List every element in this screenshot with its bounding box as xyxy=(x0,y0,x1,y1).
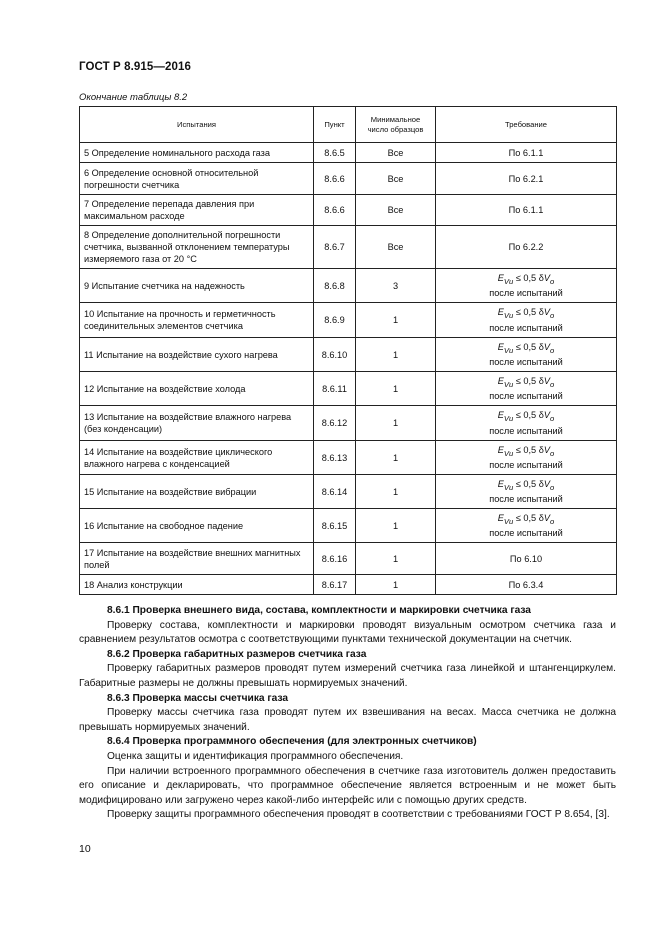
formula-relation: ≤ 0,5 δ xyxy=(513,410,544,421)
cell-requirement: По 6.3.4 xyxy=(436,575,617,595)
cell-requirement xyxy=(436,406,617,441)
cell-requirement xyxy=(436,303,617,338)
formula-v-sub: о xyxy=(549,310,555,320)
formula-v-sub: о xyxy=(549,379,555,389)
cell-min-samples: 1 xyxy=(356,406,436,441)
cell-requirement xyxy=(436,372,617,406)
cell-test: 13 Испытание на воздействие влажного нагрева (без конденсации) xyxy=(80,406,314,441)
requirement-formula xyxy=(440,375,612,391)
cell-clause: 8.6.10 xyxy=(314,338,356,372)
cell-min-samples: 1 xyxy=(356,475,436,509)
section-heading: 8.6.1 Проверка внешнего вида, состава, комплектности и маркировки счетчика газа xyxy=(107,605,531,616)
formula-v-sub: о xyxy=(549,413,555,423)
cell-clause: 8.6.9 xyxy=(314,303,356,338)
formula-e: E xyxy=(497,375,504,386)
requirement-after-tests: после испытаний xyxy=(489,494,563,505)
formula-v: V xyxy=(543,478,550,489)
paragraph: Проверку габаритных размеров проводят путем измерений счетчика газа линейкой и штангенциркулем. Габаритные размеры не должны превышать нормируемых значений. xyxy=(79,663,616,689)
formula-e: E xyxy=(497,478,504,489)
cell-requirement: По 6.2.1 xyxy=(436,163,617,195)
column-header-tests: Испытания xyxy=(80,107,314,143)
paragraph: При наличии встроенного программного обеспечения в счетчике газа изготовитель должен предоставить его описание и декларировать, что программное обеспечение является встроенным и не может быть модифицировано или загружено через какой-либо интерфейс или с помощью других средств. xyxy=(79,765,616,806)
table-row xyxy=(80,475,617,509)
formula-e-sub: Vи xyxy=(503,482,514,492)
requirement-after-tests: после испытаний xyxy=(489,357,563,368)
cell-test: 9 Испытание счетчика на надежность xyxy=(80,269,314,303)
cell-clause: 8.6.6 xyxy=(314,195,356,226)
cell-test: 7 Определение перепада давления при максимальном расходе xyxy=(80,195,314,226)
cell-min-samples: Все xyxy=(356,163,436,195)
table-row xyxy=(80,269,617,303)
cell-test: 12 Испытание на воздействие холода xyxy=(80,372,314,406)
cell-test: 8 Определение дополнительной погрешности счетчика, вызванной отклонением температуры измеряемого газа от 20 °С xyxy=(80,226,314,269)
cell-min-samples: Все xyxy=(356,226,436,269)
paragraph: Оценка защиты и идентификация программного обеспечения. xyxy=(107,750,404,762)
formula-relation: ≤ 0,5 δ xyxy=(513,478,544,489)
cell-requirement xyxy=(436,509,617,543)
cell-clause: 8.6.13 xyxy=(314,441,356,475)
requirement-formula xyxy=(440,444,612,460)
formula-e: E xyxy=(497,512,504,523)
table-row xyxy=(80,143,617,163)
cell-requirement xyxy=(436,269,617,303)
cell-min-samples: 1 xyxy=(356,303,436,338)
formula-v: V xyxy=(543,410,550,421)
cell-test: 18 Анализ конструкции xyxy=(80,575,314,595)
requirement-formula xyxy=(440,341,612,357)
cell-requirement xyxy=(436,338,617,372)
formula-v: V xyxy=(543,512,550,523)
table-header-row xyxy=(80,107,617,143)
paragraph: Проверку массы счетчика газа проводят путем их взвешивания на весах. Масса счетчика не должна превышать нормируемых значений. xyxy=(79,707,616,733)
formula-relation: ≤ 0,5 δ xyxy=(513,341,544,352)
requirement-after-tests: после испытаний xyxy=(489,425,563,436)
body-text xyxy=(79,604,616,823)
tests-table xyxy=(79,106,617,595)
formula-e-sub: Vи xyxy=(503,276,514,286)
formula-v: V xyxy=(543,375,550,386)
cell-min-samples: 1 xyxy=(356,509,436,543)
cell-test: 15 Испытание на воздействие вибрации xyxy=(80,475,314,509)
cell-clause: 8.6.16 xyxy=(314,543,356,575)
column-header-requirement: Требование xyxy=(436,107,617,143)
cell-test: 16 Испытание на свободное падение xyxy=(80,509,314,543)
requirement-after-tests: после испытаний xyxy=(489,288,563,299)
formula-e: E xyxy=(497,307,504,318)
requirement-after-tests: после испытаний xyxy=(489,391,563,402)
formula-e: E xyxy=(497,341,504,352)
cell-clause: 8.6.8 xyxy=(314,269,356,303)
formula-e-sub: Vи xyxy=(503,516,514,526)
requirement-formula xyxy=(440,306,612,322)
cell-test: 14 Испытание на воздействие циклического влажного нагрева с конденсацией xyxy=(80,441,314,475)
cell-requirement xyxy=(436,475,617,509)
cell-min-samples: 1 xyxy=(356,338,436,372)
column-header-min-samples: Минимальное число образцов xyxy=(356,107,436,143)
cell-clause: 8.6.12 xyxy=(314,406,356,441)
formula-relation: ≤ 0,5 δ xyxy=(513,272,544,283)
formula-v: V xyxy=(543,307,550,318)
formula-v: V xyxy=(543,341,550,352)
formula-e: E xyxy=(497,272,504,283)
formula-e-sub: Vи xyxy=(503,448,514,458)
formula-v-sub: о xyxy=(549,516,555,526)
cell-min-samples: Все xyxy=(356,143,436,163)
paragraph: Проверку состава, комплектности и маркировки проводят визуальным осмотром счетчика газа и сравнением результатов осмотра с соответствующими пунктами технической документации на счетчик. xyxy=(79,619,616,646)
cell-test: 10 Испытание на прочность и герметичность соединительных элементов счетчика xyxy=(80,303,314,338)
formula-relation: ≤ 0,5 δ xyxy=(513,307,544,318)
requirement-after-tests: после испытаний xyxy=(489,460,563,471)
page-number: 10 xyxy=(79,843,91,855)
cell-min-samples: 1 xyxy=(356,372,436,406)
requirement-after-tests: после испытаний xyxy=(489,528,563,539)
table-row xyxy=(80,575,617,595)
section-heading: 8.6.4 Проверка программного обеспечения (для электронных счетчиков) xyxy=(107,736,477,748)
cell-requirement: По 6.2.2 xyxy=(436,226,617,269)
formula-e-sub: Vи xyxy=(503,413,514,423)
requirement-formula xyxy=(440,512,612,528)
table-caption: Окончание таблицы 8.2 xyxy=(79,92,188,103)
table-row xyxy=(80,372,617,406)
table-row xyxy=(80,303,617,338)
cell-min-samples: 1 xyxy=(356,543,436,575)
cell-min-samples: Все xyxy=(356,195,436,226)
table-row xyxy=(80,509,617,543)
requirement-formula xyxy=(440,409,612,425)
cell-test: 17 Испытание на воздействие внешних магнитных полей xyxy=(80,543,314,575)
formula-e-sub: Vи xyxy=(503,345,514,355)
cell-clause: 8.6.15 xyxy=(314,509,356,543)
cell-clause: 8.6.5 xyxy=(314,143,356,163)
formula-v-sub: о xyxy=(549,276,555,286)
table-row xyxy=(80,226,617,269)
section-heading: 8.6.2 Проверка габаритных размеров счетчика газа xyxy=(107,648,367,660)
cell-min-samples: 3 xyxy=(356,269,436,303)
cell-min-samples: 1 xyxy=(356,575,436,595)
cell-test: 11 Испытание на воздействие сухого нагрева xyxy=(80,338,314,372)
formula-relation: ≤ 0,5 δ xyxy=(513,512,544,523)
cell-min-samples: 1 xyxy=(356,441,436,475)
cell-clause: 8.6.6 xyxy=(314,163,356,195)
cell-requirement xyxy=(436,441,617,475)
formula-v-sub: о xyxy=(549,345,555,355)
formula-e-sub: Vи xyxy=(503,310,514,320)
cell-clause: 8.6.17 xyxy=(314,575,356,595)
cell-clause: 8.6.14 xyxy=(314,475,356,509)
formula-relation: ≤ 0,5 δ xyxy=(513,444,544,455)
table-row xyxy=(80,406,617,441)
table-row xyxy=(80,195,617,226)
cell-requirement: По 6.1.1 xyxy=(436,143,617,163)
formula-v: V xyxy=(543,444,550,455)
table-row xyxy=(80,543,617,575)
formula-e: E xyxy=(497,410,504,421)
cell-requirement: По 6.10 xyxy=(436,543,617,575)
formula-v: V xyxy=(543,272,550,283)
cell-clause: 8.6.11 xyxy=(314,372,356,406)
document-header: ГОСТ Р 8.915—2016 xyxy=(79,61,191,73)
paragraph: Проверку защиты программного обеспечения проводят в соответствии с требованиями ГОСТ Р 8.654, [3]. xyxy=(107,809,610,821)
cell-test: 5 Определение номинального расхода газа xyxy=(80,143,314,163)
requirement-formula xyxy=(440,478,612,494)
table-row xyxy=(80,338,617,372)
cell-clause: 8.6.7 xyxy=(314,226,356,269)
requirement-after-tests: после испытаний xyxy=(489,322,563,333)
cell-test: 6 Определение основной относительной погрешности счетчика xyxy=(80,163,314,195)
cell-requirement: По 6.1.1 xyxy=(436,195,617,226)
formula-v-sub: о xyxy=(549,448,555,458)
column-header-clause: Пункт xyxy=(314,107,356,143)
requirement-formula xyxy=(440,272,612,288)
table-body xyxy=(80,143,617,595)
formula-e: E xyxy=(497,444,504,455)
section-heading: 8.6.3 Проверка массы счетчика газа xyxy=(107,692,289,704)
formula-v-sub: о xyxy=(549,482,555,492)
table-row xyxy=(80,441,617,475)
formula-relation: ≤ 0,5 δ xyxy=(513,375,544,386)
formula-e-sub: Vи xyxy=(503,379,514,389)
table-row xyxy=(80,163,617,195)
